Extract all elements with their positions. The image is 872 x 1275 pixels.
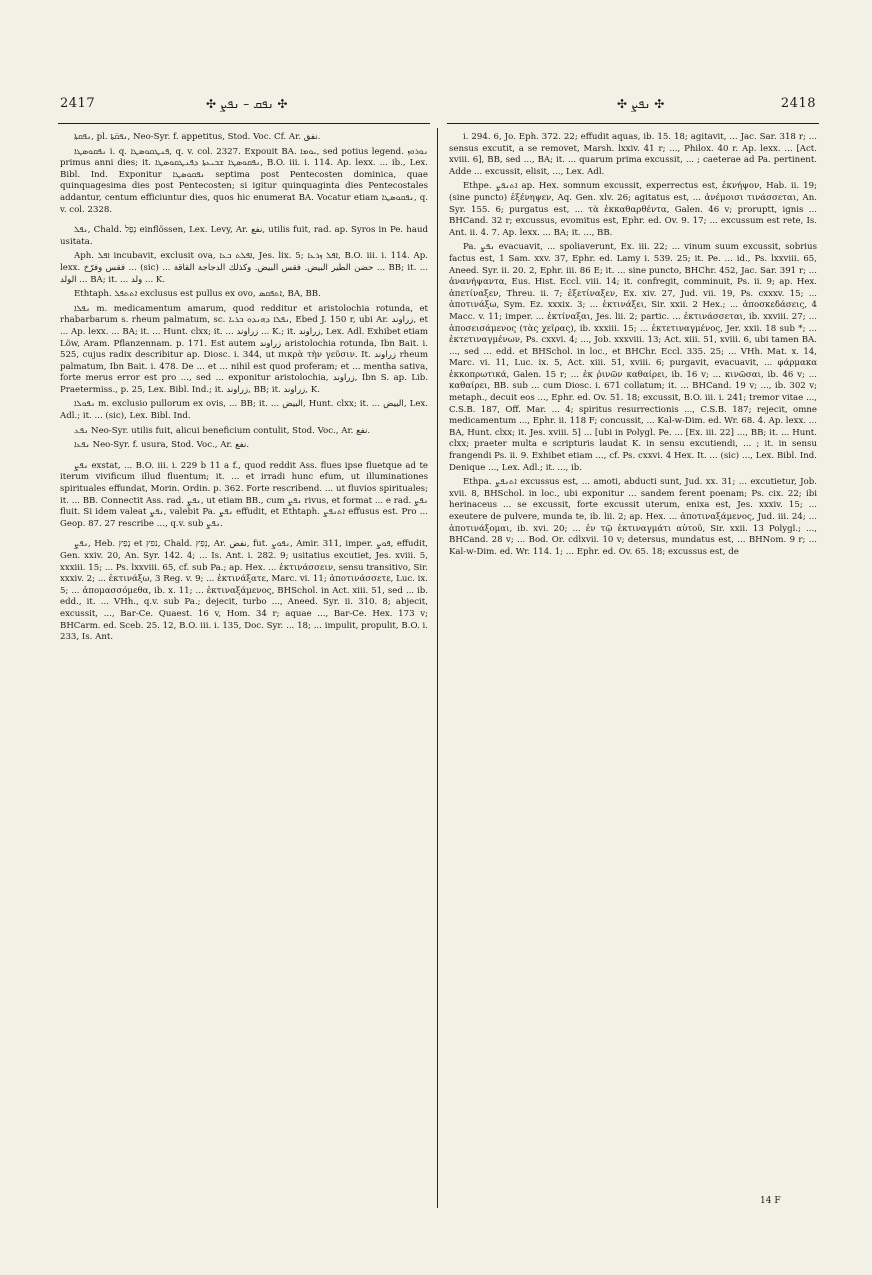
signature-mark: 14 F	[760, 1196, 781, 1206]
left-column	[60, 132, 428, 647]
page-header	[0, 96, 872, 118]
entry-paragraph: ܢܦܘܠܐ m. exclusio pullorum ex ovis, ... BB; it. ... البيض, Hunt. clxx; it. ... البيض, Lex. Adl.; it. ... (sic), Lex. Bibl. Ind.	[60, 399, 428, 422]
left-page-number: 2417	[60, 96, 96, 111]
entry-paragraph: ܢܦܩܬܐ, pl. ܢܦܩ̈ܬܐ, Neo-Syr. f. appetitus, Stod. Voc. Cf. Ar. نفق.	[74, 132, 321, 142]
entry-paragraph: ܢܦܥ Neo-Syr. utilis fuit, alicui beneficium contulit, Stod. Voc., Ar. نفع.	[74, 425, 371, 436]
entry-paragraph: i. 294. 6, Jo. Eph. 372. 22; effudit aquas, ib. 15. 18; agitavit, ... Jac. Sar. 318 r; ... sensus excutit, a se removet, Marsh. lxxiv. 41 r; ..., Philox. 40 r. Ap. lexx. ... [Act. xviii. 6], BB, sed ..., BA; it. ... quarum prima excussit, ... ; caeterae ad Pa. pertinent. Adde ... excussit, elisit, ..., Lex. Adl.	[449, 132, 817, 177]
right-page-number: 2418	[780, 96, 816, 111]
right-header-rule	[447, 123, 819, 124]
entry-paragraph: ܢܦܥܐ Neo-Syr. f. usura, Stod. Voc., Ar. نفع.	[74, 440, 250, 451]
column-divider	[437, 128, 438, 1208]
entry-paragraph: Ethpe. ܐܬܢܦܨ ap. Hex. somnum excussit, experrectus est, ἐκνήψον, Hab. ii. 19; (sine puncto) ἐξένηψεν, Aq. Gen. xlv. 26; agitatus est, ... ἀνέμοισι τινάσσεται, An. Syr. 155. 6; purgatus est, ... τὰ ἐκκαθαρθέντα, Galen. 46 v; proruptt, ignis ... BHCand. 32 r; excussus, evomitus est, Ephr. ed. Ov. 9. 17; ... excussum est rete, Is. Ant. ii. 4. 7. Ap. lexx. ... BA; it. ..., BB.	[449, 181, 818, 238]
entry-paragraph: ܢܦܠ, Chald. נְפַל einflössen, Lex. Levy, Ar. نفع, utilis fuit, rad. ap. Syros in Pe. haud usitata.	[60, 225, 428, 247]
entry-paragraph: Pa. ܢܦܨ evacuavit, ... spoliaverunt, Ex. iii. 22; ... vinum suum excussit, sobrius factus est, 1 Sam. xxv. 37, Ephr. ed. Lamy i. 539. 25; it. Pe. ... id., Ps. lxxviii. 65, Aneed. Syr. ii. 20. 2, Ephr. iii. 86 E; it. ... sine puncto, BHChr. 452, Jac. Sar. 391 r; ... ἀνανήψαντα, Eus. Hist. Eccl. viii. 14; it. confregit, comminuit, Ps. ii. 9; ap. Hex. ἀπετίναξεν, Threu. ii. 7; ἐξετίναξεν, Ex. xiv. 27, Jud. vii. 19, Ps. cxxxv. 15; ... ἀποτινάξω, Sym. Ez. xxxix. 3; ... ἐκτινάξει, Sir. xxii. 2 Hex.; ... ἀποσκεδάσεις, 4 Macc. v. 11; imper. ... ἐκτίναξαι, Jes. lii. 2; partic. ... ἐκτινάσσεται, ib. xxviii. 27; ... ἀποσεισάμενος (τὰς χεῖρας), ib. xxxiii. 15; ... ἐκτετιναγμένος, Jer. xxii. 18 sub *; ... ἐκτετιναγμένων, Ps. cxxvi. 4; ..., Job. xxxviii. 13; Act. xiii. 51, xviii. 6, ubi tamen BA. ..., sed ... edd. et BHSchol. in loc., et BHChr. Eccl. 335. 25; ... VHh. Mat. x. 14, Marc. vi. 11, Luc. ix. 5, Act. xiii. 51, xviii. 6; purgavit, evacuavit, ... φάρμακα ἐκκοπρωτικά, Galen. 15 r; ... ἐκ ῥινῶν καθαίρει, ib. 16 v; ... κινῶσαι, ib. 46 v; ... καθαίρει, BB. sub ... cum Diosc. i. 671 collatum; it. ... BHCand. 19 v; ..., ib. 302 v; metaph., decuit eos ..., Ephr. ed. Ov. 51. 18; excussit, B.O. iii. i. 241; tremor vitae ..., C.S.B. 187, Off. Mar. ... 4; spiritus resurrectionis ..., C.S.B. 187; rejecit, omne medicamentum ..., Ephr. ii. 118 F; concussit, ... Kal-w-Dim. ed. Wr. 68. 4. Ap. lexx. ... BA, Hunt. clxx; it. Jes. xviii. 5] ... [ubi in Polygl. Pe. ... [Ex. iii. 22] ..., BB; it. ... Hunt. clxx; praeter multa e scripturis laudat K. in sensu excutiendi, ... ; it. in sensu frangendi Ps. ii. 9. Exhibet etiam ..., cf. Ps. cxxvi. 4 Hex. It. ... (sic) ..., Lex. Bibl. Ind. Denique ..., Lex. Adl.; it. ..., ib.	[449, 242, 817, 473]
entry-paragraph: ܢܦܠܐ m. medicamentum amarum, quod redditur et aristolochia rotunda, et rhabarbarum s. rheum palmatum, sc. ܢܦܠܐ ܕܗܢܕܘ ܒܪܝܐ, Ebed J. 150 r, ubi Ar. زراوند, et ... Ap. lexx. ... BA; it. ... Hunt. clxx; it. ... زراوند ... K.; it. زراوند, Lex. Adl. Exhibet etiam Löw, Aram. Pflanzennam. p. 171. Est autem زراوند aristolochia rotunda, Ibn Bait. i. 525, cujus radix describitur ap. Diosc. i. 344, ut πικρὰ τὴν γεῦσιν. It. زراوند rheum palmatum, Ibn Bait. i. 478. De ... et ... nihil est quod proferam; et ... mentha sativa, forte merus error est pro ..., sed ... exponitur aristolochia, زراوند, Ibn S. ap. Lib. Praetermiss., p. 25, Lex. Bibl. Ind.; it. زراوند, BB; it. زراوند, K.	[60, 303, 429, 395]
entry-paragraph: ܢܦܨ exstat, ... B.O. iii. i. 229 b 11 a f., quod reddit Ass. flues ipse fluetque ad te iterum vivificum illud fluentum; it. ... et irradi hunc efum, ut illuminationes spirituales effundat, Morin. Ordin. p. 362. Forte rescribend. ... ut fluvios spirituales; it. ... BB. Connectit Ass. rad. ܢܦܨ, ut etiam BB., cum ܢܦܨ rivus, et format ... e rad. ܢܦܨ fluit. Si idem valeat ܢܦܨ, valebit Pa. ܢܦܨ effudit, et Ethtaph. ܐܬܢܦܨ effusus est. Pro ... Geop. 87. 27 rescribe ..., q.v. sub ܢܦܨ.	[60, 460, 429, 529]
entry-paragraph: Aph. ܐܦܠ incubavit, exclusit ova, ܐܦܠܬ ܒܥܐ, Jes. lix. 5; ܐܦܠ ܙܪܥܐ, B.O. iii. i. 114. Ap. lexx. فقس وفرّخ ... (sic) ... حضن الطير البيض. فقس البيض. وكذلك الدجاجة القاقة ... BB; it. ... الولد ... BA; it. ... ولد ... K.	[60, 251, 428, 285]
entry-paragraph: ܢܦܩܘܣܛܐ i. q. ܦܢܛܩܘܣܛܐ, q. v. col. 2327. Expouit BA. ܝܘܡܐ, sed potius legend. ܢܘܪܘܙ primus anni dies; it. ܢܦܩܘܣܛܐ ܫܒܝܥܬܐ ܕܦܢܛܩܘܣܛܐ, B.O. iii. i. 114. Ap. lexx. ... ib., Lex. Bibl. Ind. Exponitur ܢܦܩܘܣܛܐ septima post Pentecosten dominica, quae quinquagesima dies post Pentecosten; si igitur quinquaginta dies Pentecostales addantur, centum efficiuntur dies, quos hic enumerat BA. Vocatur etiam ܢܦܩܘܣܛܐ, q. v. col. 2328.	[60, 146, 428, 215]
entry-paragraph: Ethpa. ܐܬܢܦܨ excussus est, ... amoti, abducti sunt, Jud. xx. 31; ... excutietur, Job. xvii. 8, BHSchol. in loc., ubi exponitur ... sandem ferent poenam; Ps. cix. 22; ibi herinaceus ... se excussit, forte excussit uterum, enixa est, Jes. xxxiv. 15; ... exeutere de pulvere, munda te, ib. lii. 2; ap. Hex. ... ἀποτιναξάμενος, Jud. iii. 24; ... ἀποτινάξομαι, ib. xvi. 20; ... ἐν τῷ ἐκτιναγμάτι αὐτοῦ, Sir. xxii. 13 Polygl.; ..., BHCand. 28 v; ... Bod. Or. cdlxvii. 10 v; detersus, mundatus est, ... BHNom. 9 r; ... Kal-w-Dim. ed. Wr. 114. 1; ... Ephr. ed. Ov. 65. 18; excussus est, de	[449, 477, 817, 557]
left-running-keyword: ✣ ܢܦܩ – ܢܦܨ ✣	[206, 97, 288, 111]
entry-paragraph: Ethtaph. ܐܬܬܦܠ exclusus est pullus ex ovo, ܐܬܦܩܣ, BA, BB.	[74, 289, 321, 300]
left-header-rule	[58, 123, 430, 124]
right-running-keyword: ✣ ܢܦܨ ✣	[617, 97, 665, 111]
entry-paragraph: ܢܦܨ, Heb. נָפַץ et נפץ, Chald. נְפַץ, Ar. نفض, fut. ܢܦܘܨ, Amir. 311, imper. ܦܘܨ, effudit, Gen. xxiv. 20, An. Syr. 142. 4; ... Is. Ant. i. 282. 9; usitatius excutiet, Jes. xviii. 5, xxxiii. 15; ... Ps. lxxviii. 65, cf. sub Pa.; ap. Hex. ... ἐκτινάσσειν, sensu transitivo, Sir. xxxiv. 2; ... ἐκτινάξω, 3 Reg. v. 9; ... ἐκτινάξατε, Marc. vi. 11; ἀποτινάσσετε, Luc. ix. 5; ... ἀπομασσόμεθα, ib. x. 11; ... ἐκτιναξάμενος, BHSchol. in Act. xiii. 51, sed ... ib. edd., it. ... VHh., q.v. sub Pa.; dejecit, turbo ..., Aneed. Syr. ii. 310. 8; abjecit, excussit, ..., Bar-Ce. Quaest. 16 v, Hom. 34 r; aquae ..., Bar-Ce. Hex. 173 v; BHCarm. ed. Sceb. 25. 12, B.O. iii. i. 135, Doc. Syr. ... 18; ... impulit, propulit, B.O. i. 233, Is. Ant.	[60, 539, 429, 643]
right-column	[449, 132, 817, 561]
